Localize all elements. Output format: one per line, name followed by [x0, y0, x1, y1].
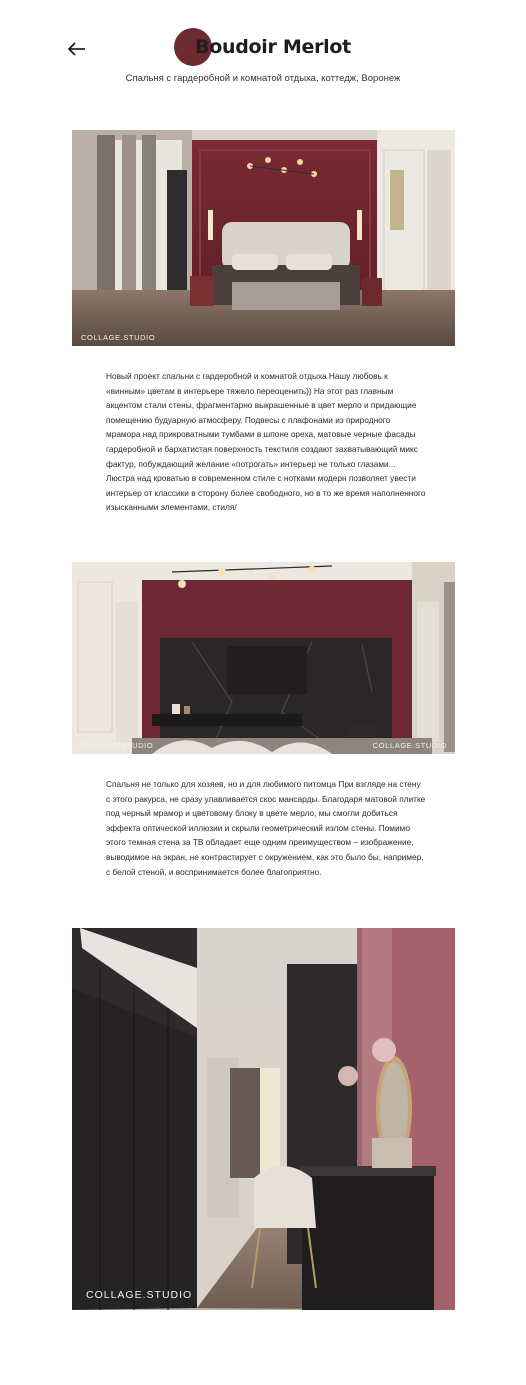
- watermark-right: COLLAGE.STUDIO: [372, 741, 447, 750]
- watermark: COLLAGE.STUDIO: [86, 1289, 193, 1301]
- description-paragraph: Спальня не только для хозяев, но и для любимого питомца При взгляде на стену с этого ракурса, не сразу улавливается скос мансарды. Благодаря матовой плитке под черный мрамор и цветовому блоку в цвете мерло, мы смогли добиться эффекта оптической иллюзии и скрыли геометрический излом стены. Помимо этого темная стена за ТВ обладает еще одним преимуществом – изображение, выводимое на экран, не контрастирует с окружением, как это было бы, например, с белой стеной, и воспринимается более благоприятно.: [106, 779, 426, 877]
- description-paragraph: Новый проект спальни с гардеробной и комнатой отдыха Нашу любовь к «винным» цветам в интерьере тяжело переоценить)) На этот раз главным акцентом стали стены, фрагментарно выкрашенные в цвет мерло и придающие помещению будуарную атмосферу. Подвесы с плафонами из природного мрамора над прикроватными тумбами в шпоне ореха, матовые черные фасады гардеробной и бархатистая поверхность текстиля создают захватывающий микс фактур, побуждающий желание «потрогать» интерьер не только глазами... Люстра над кроватью в современном стиле с нотками модерн позволяет увести интерьер от классики в сторону более свободного, но в то же время наполненного изысканными элементами, стиля/: [106, 371, 426, 513]
- page-subtitle: Спальня с гардеробной и комнатой отдыха, коттедж, Воронеж: [125, 73, 401, 84]
- bedroom-photo: [72, 130, 455, 346]
- watermark: COLLAGE.STUDIO: [81, 333, 156, 342]
- page-header: [0, 24, 526, 66]
- tv-wall-photo: [72, 562, 455, 754]
- wardrobe-photo: [72, 928, 455, 1310]
- page-title: Boudoir Merlot: [195, 36, 351, 58]
- watermark-left: COLLAGE.STUDIO: [79, 741, 154, 750]
